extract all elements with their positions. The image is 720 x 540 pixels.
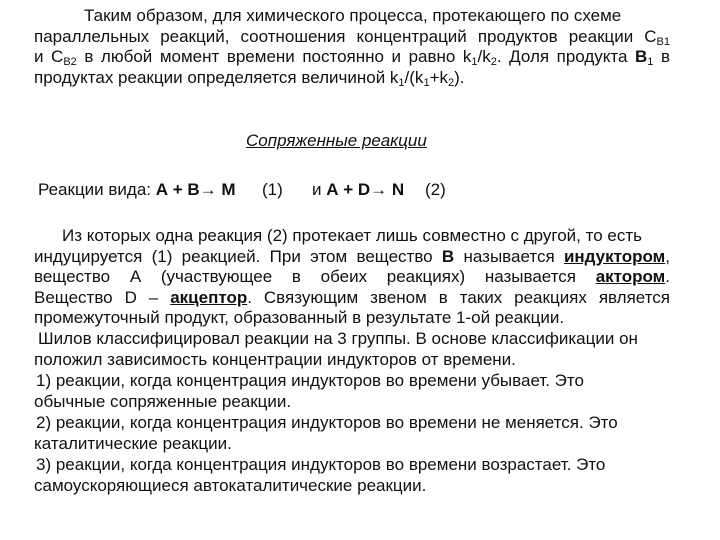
equation-2: А + D→ N bbox=[326, 180, 405, 199]
item-2-line-2: каталитические реакции. bbox=[34, 433, 232, 453]
item-3-line-2: самоускоряющиеся автокаталитические реакции. bbox=[34, 475, 427, 495]
equation-2-line: и А + D→ N bbox=[312, 180, 405, 199]
classification-item-3 bbox=[34, 455, 670, 496]
classification-item-1 bbox=[34, 371, 670, 412]
item-1-line-2: обычные сопряженные реакции. bbox=[34, 391, 292, 411]
inductor-line-5: промежуточный продукт, образованный в результате 1-ой реакции. bbox=[34, 308, 565, 327]
item-3-line-1: 3) реакции, когда концентрация индукторов во времени возрастает. Это bbox=[36, 455, 606, 474]
shilov-line-1: Шилов классифицировал реакции на 3 группы. В основе классификации он bbox=[38, 329, 638, 348]
shilov-paragraph bbox=[34, 329, 670, 370]
intro-line-4: продуктах реакции определяется величиной $k_1/(k_1+k_2)$. bbox=[34, 67, 465, 89]
item-2-line-1: 2) реакции, когда концентрация индукторов во времени не меняется. Это bbox=[36, 413, 618, 432]
intro-line-1: Таким образом, для химического процесса, протекающего по схеме bbox=[84, 6, 622, 25]
intro-paragraph bbox=[34, 6, 670, 88]
classification-item-2 bbox=[34, 413, 670, 454]
term-acceptor: акцептор bbox=[170, 287, 248, 307]
inductor-line-1: Из которых одна реакция (2) протекает лишь совместно с другой, то есть bbox=[62, 226, 642, 245]
term-inductor: индуктором bbox=[563, 246, 666, 266]
equations-lead: Реакции вида: А + В→ М bbox=[38, 180, 236, 199]
shilov-line-2: положил зависимость концентрации индукторов от времени. bbox=[34, 349, 516, 369]
term-actor: актором bbox=[595, 267, 666, 286]
equation-1-number: (1) bbox=[262, 180, 283, 199]
inductor-line-2: индуцируется (1) реакцией. При этом вещество В называется индуктором, bbox=[34, 246, 670, 266]
intro-line-2: параллельных реакций, соотношения концентраций продуктов реакции $С_{В1}$ bbox=[34, 26, 670, 48]
inductor-paragraph bbox=[34, 226, 670, 329]
section-title: Сопряженные реакции bbox=[246, 131, 427, 150]
inductor-line-3: вещество А (участвующее в обеих реакциях) называется актором. bbox=[34, 267, 670, 286]
equation-2-number: (2) bbox=[425, 180, 446, 199]
item-1-line-1: 1) реакции, когда концентрация индукторов во времени убывает. Это bbox=[36, 371, 584, 390]
equation-1: А + В→ М bbox=[155, 180, 236, 199]
intro-line-3: и $С_{В2}$ в любой момент времени постоянно и равно $k_1/k_2$. Доля продукта $В_1$ в bbox=[34, 47, 670, 68]
inductor-line-4: Вещество D – акцептор. Связующим звеном в таких реакциях является bbox=[34, 287, 670, 307]
